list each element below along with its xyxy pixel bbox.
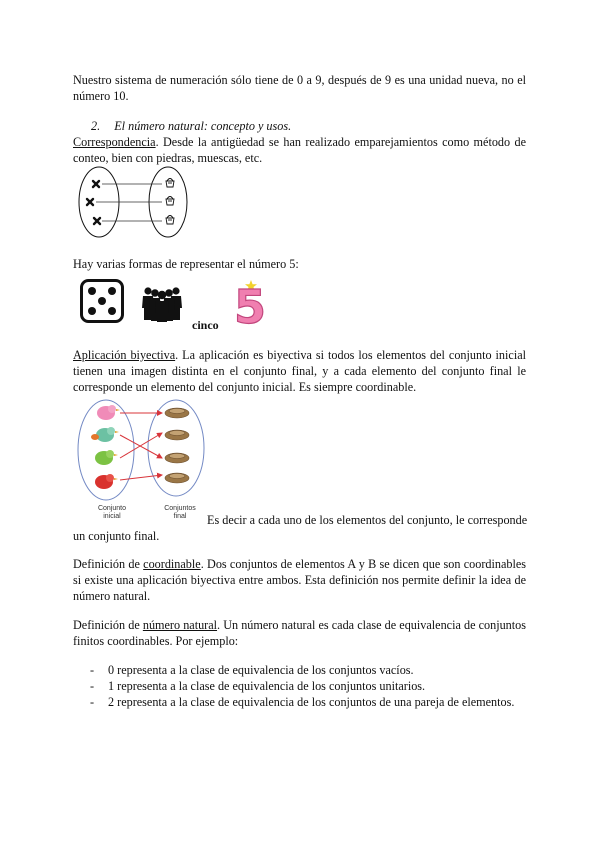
- intro-paragraph: Nuestro sistema de numeración sólo tiene de 0 a 9, después de 9 es una unidad nueva, no el número 10.: [73, 73, 526, 103]
- biyectiva-text: . La aplicación es biyectiva si todos los elementos del conjunto inicial tienen una imagen distinta en el conjunto final, y a cada elemento del conjunto final le corresponde un elemento del conjunto inicial. Es siempre coordinable.: [73, 348, 527, 394]
- list-item: [90, 662, 414, 678]
- lime-bird-icon: [95, 450, 118, 465]
- coordinable-paragraph: [73, 556, 526, 604]
- diagram-caption-line2: un conjunto final.: [73, 529, 160, 543]
- nest-icon: [165, 408, 189, 418]
- section-title: El número natural: concepto y usos.: [114, 119, 292, 133]
- cross-icon: [87, 199, 93, 205]
- decorated-five: [233, 280, 273, 332]
- basket-icon: [166, 216, 174, 225]
- five-people-icon: [139, 284, 185, 322]
- list-item-text: 2 representa a la clase de equivalencia de los conjuntos de una pareja de elementos.: [108, 695, 515, 709]
- natural-term: número natural: [142, 618, 218, 632]
- list-bullet: -: [90, 663, 95, 677]
- list-item-text: 0 representa a la clase de equivalencia de los conjuntos vacíos.: [108, 663, 414, 677]
- biyectiva-term: Aplicación biyectiva: [73, 348, 176, 362]
- coordinable-term: coordinable: [143, 557, 201, 571]
- pink-numeral: 5: [234, 280, 267, 334]
- mapping-arrow: [120, 475, 162, 480]
- list-bullet: -: [90, 695, 95, 709]
- basket-icon: [166, 179, 174, 188]
- section-number: 2.: [91, 119, 101, 133]
- nest-icon: [165, 453, 189, 463]
- red-bird-icon: [95, 474, 118, 489]
- final-label-line2: final: [173, 513, 187, 520]
- final-set-label: [160, 505, 200, 521]
- natural-text: . Un número natural es cada clase de equivalencia de conjuntos finitos coordinables. Por ejemplo:: [73, 618, 526, 648]
- correspondencia-text: . Desde la antigüedad se han realizado emparejamientos como método de conteo, bien con piedras, muescas, etc.: [73, 135, 526, 165]
- correspondencia-term: Correspondencia: [73, 135, 156, 149]
- formas-sentence: Hay varias formas de representar el número 5:: [73, 257, 299, 271]
- natural-pre: Definición de: [73, 618, 143, 632]
- number-word: cinco: [192, 318, 219, 332]
- initial-label-line2: inicial: [103, 513, 121, 520]
- list-item: [90, 678, 425, 694]
- initial-set-label: [92, 505, 132, 521]
- natural-paragraph: [73, 617, 526, 649]
- biyectiva-paragraph: [73, 347, 526, 395]
- dice-five-icon: [80, 279, 124, 323]
- diagram-caption-line1: Es decir a cada uno de los elementos del conjunto, le corresponde: [207, 513, 528, 527]
- green-bird-icon: [91, 427, 119, 442]
- list-item: [90, 694, 514, 710]
- nest-icon: [165, 473, 189, 483]
- final-label-line1: Conjuntos: [164, 505, 196, 512]
- list-bullet: -: [90, 679, 95, 693]
- correspondence-diagram: [76, 164, 190, 240]
- nest-icon: [165, 430, 189, 440]
- pink-bird-icon: [97, 405, 120, 420]
- coordinable-pre: Definición de: [73, 557, 144, 571]
- cross-icon: [93, 181, 99, 187]
- section-heading: [91, 118, 291, 134]
- basket-icon: [166, 197, 174, 206]
- initial-label-line1: Conjunto: [97, 505, 127, 512]
- cross-icon: [94, 218, 100, 224]
- correspondencia-paragraph: [73, 134, 526, 166]
- coordinable-text: . Dos conjuntos de elementos A y B se dicen que son coordinables si existe una aplicación biyectiva entre ambos. Esta definición nos permite definir la idea de número natural.: [73, 557, 526, 603]
- bijection-diagram: [76, 398, 206, 504]
- list-item-text: 1 representa a la clase de equivalencia de los conjuntos unitarios.: [108, 679, 426, 693]
